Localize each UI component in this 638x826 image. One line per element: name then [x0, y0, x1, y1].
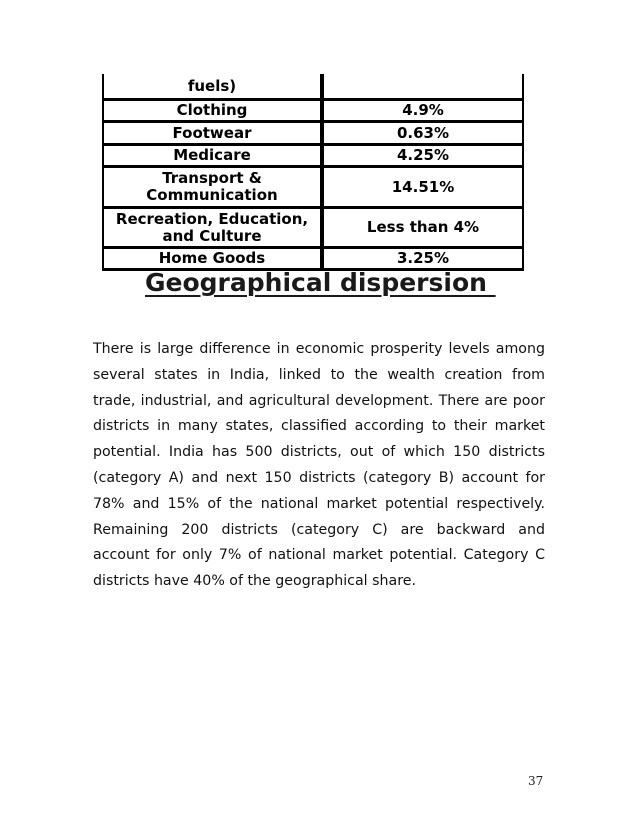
category-cell: Recreation, Education, and Culture [102, 208, 322, 248]
expenditure-table [102, 74, 524, 271]
value-cell: 4.9% [322, 100, 524, 122]
table-row [102, 100, 524, 122]
table-row [102, 74, 524, 100]
value-cell: 0.63% [322, 122, 524, 145]
category-cell: Footwear [102, 122, 322, 145]
table-row [102, 145, 524, 167]
table-row [102, 208, 524, 248]
value-cell: 4.25% [322, 145, 524, 167]
section-heading: Geographical dispersion [145, 268, 496, 297]
category-cell: Home Goods [102, 248, 322, 271]
value-cell: 14.51% [322, 167, 524, 208]
body-paragraph: There is large difference in economic prosperity levels among several states in India, linked to the wealth creation from trade, industrial, and agricultural development. There are poor districts in many states, classified according to their market potential. India has 500 districts, out of which 150 districts (category A) and next 150 districts (category B) account for 78% and 15% of the national market potential respectively. Remaining 200 districts (category C) are backward and account for only 7% of national market potential. Category C districts have 40% of the geographical share. [93, 341, 545, 590]
table-row [102, 122, 524, 145]
page-number: 37 [528, 774, 544, 788]
category-cell: Transport & Communication [102, 167, 322, 208]
category-cell: Clothing [102, 100, 322, 122]
table-row [102, 167, 524, 208]
value-cell [322, 74, 524, 100]
category-cell: fuels) [102, 74, 322, 100]
category-cell: Medicare [102, 145, 322, 167]
value-cell: 3.25% [322, 248, 524, 271]
value-cell: Less than 4% [322, 208, 524, 248]
